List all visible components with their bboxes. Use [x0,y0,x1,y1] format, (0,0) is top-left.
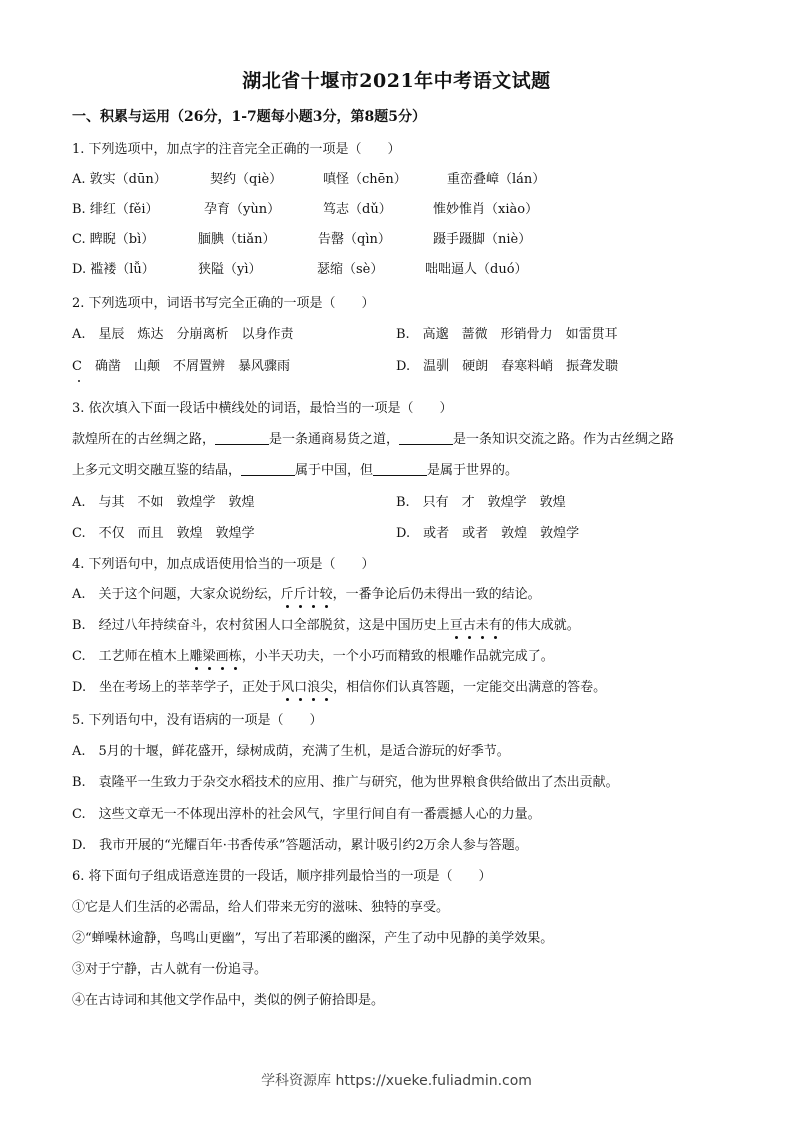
question-6-stem: 6. 将下面句子组成语意连贯的一段话，顺序排列最恰当的一项是（ ） [72,869,492,884]
fill-blank-3 [241,461,295,476]
page-title: 湖北省十堰市2021年中考语文试题 [242,70,551,92]
q4-text: B. 经过八年持续奋斗，农村贫困人口全部脱贫，这是中国历史上 [72,618,450,633]
q6-sentence-3: ③对于宁静，古人就有一份追寻。 [72,962,268,977]
q5-option-d: D. 我市开展的“光耀百年·书香传承”答题活动，累计吸引约2万余人参与答题。 [72,838,528,853]
q3-text: 属于中国，但 [295,463,374,478]
q4-text: ，一番争论后仍未得出一致的结论。 [332,587,541,602]
q4-text: A. 关于这个问题，大家众说纷纭， [72,587,281,602]
q1-option-d-1: D. 褴褛（lǚ） [72,262,155,277]
section-heading: 一、积累与运用（26分，1-7题每小题3分，第8题5分） [72,109,426,125]
question-1-stem: 1. 下列选项中，加点字的注音完全正确的一项是（ ） [72,142,401,157]
footer-source-link[interactable]: 学科资源库 https://xueke.fuliadmin.com [261,1073,532,1089]
dotted-idiom-b: 亘古未有 [450,618,502,633]
question-5-stem: 5. 下列语句中，没有语病的一项是（ ） [72,713,323,728]
q3-text: 是一条知识交流之路。作为古丝绸之路 [453,432,675,447]
q6-sentence-2: ②“蝉噪林逾静，鸟鸣山更幽”，写出了若耶溪的幽深，产生了动中见静的美学效果。 [72,931,554,946]
q2-option-b: B. 高邈 蔷微 形销骨力 如雷贯耳 [396,327,618,342]
q4-text: D. 坐在考场上的莘莘学子，正处于 [72,680,282,695]
stray-mark [78,380,80,382]
q3-option-c: C. 不仅 而且 敦煌 敦煌学 [72,526,255,541]
q4-option-a [72,585,541,605]
q5-option-a: A. 5月的十堰，鲜花盛开，绿树成荫，充满了生机，是适合游玩的好季节。 [72,744,510,759]
q4-text: 的伟大成就。 [501,618,580,633]
q1-option-a-3: 嗔怪（chēn） [323,172,407,187]
q6-sentence-1: ①它是人们生活的必需品，给人们带来无穷的滋味、独特的享受。 [72,900,450,915]
q4-text: C. 工艺师在植木上 [72,649,190,664]
question-2-stem: 2. 下列选项中，词语书写完全正确的一项是（ ） [72,296,375,311]
q4-text: ，相信你们认真答题，一定能交出满意的答卷。 [333,680,607,695]
q3-text: 上多元文明交融互鉴的结晶， [72,463,242,478]
q4-text: ，小半天功夫，一个小巧而精致的根雕作品就完成了。 [241,649,554,664]
q2-option-a: A. 星辰 炼达 分崩离析 以身作责 [72,327,294,342]
q1-option-a-4: 重峦叠嶂（lán） [447,172,546,187]
q1-option-b-4: 惟妙惟肖（xiào） [433,202,539,217]
q2-option-d: D. 温驯 硬朗 春寒料峭 振聋发聩 [396,359,619,374]
q2-option-c: C 确凿 山颠 不屑置辨 暴风骤雨 [72,359,290,374]
q1-option-c-3: 告罄（qìn） [318,232,391,247]
q3-option-b: B. 只有 才 敦煌学 敦煌 [396,495,566,510]
q1-option-c-2: 腼腆（tiǎn） [198,232,276,247]
fill-blank-1 [215,430,269,445]
q3-text: 款煌所在的古丝绸之路， [72,432,216,447]
q1-option-d-4: 咄咄逼人（duó） [425,262,528,277]
dotted-idiom-d: 风口浪尖 [281,680,333,695]
q1-option-a-1: A. 敦实（dūn） [72,172,167,187]
q1-option-c-1: C. 睥睨（bì） [72,232,155,247]
q5-option-c: C. 这些文章无一不体现出淳朴的社会风气，字里行间自有一番震撼人心的力量。 [72,807,541,822]
q4-option-d [72,678,606,698]
q3-text: 是属于世界的。 [427,463,519,478]
dotted-idiom-a: 斤斤计较 [281,587,333,602]
q3-option-d: D. 或者 或者 敦煌 敦煌学 [396,526,580,541]
q1-option-d-2: 狭隘（yì） [198,262,262,277]
q3-passage-line-2 [72,461,518,481]
q5-option-b: B. 袁隆平一生致力于杂交水稻技术的应用、推广与研究，他为世界粮食供给做出了杰出贡献。 [72,775,619,790]
question-4-stem: 4. 下列语句中，加点成语使用恰当的一项是（ ） [72,557,375,572]
fill-blank-2 [399,430,453,445]
dotted-idiom-c: 雕梁画栋 [190,649,242,664]
question-3-stem: 3. 依次填入下面一段话中横线处的词语，最恰当的一项是（ ） [72,401,453,416]
q1-option-b-1: B. 绯红（fěi） [72,202,159,217]
q1-option-a-2: 契约（qiè） [210,172,283,187]
q1-option-b-3: 笃志（dǔ） [323,202,392,217]
q3-text: 是一条通商易货之道， [269,432,400,447]
q6-sentence-4: ④在古诗词和其他文学作品中，类似的例子俯拾即是。 [72,993,385,1008]
q4-option-b [72,616,580,636]
q3-passage-line-1 [72,430,674,450]
q1-option-c-4: 蹑手蹑脚（niè） [433,232,532,247]
q1-option-d-3: 瑟缩（sè） [317,262,384,277]
q1-option-b-2: 孕育（yùn） [204,202,281,217]
q4-option-c [72,647,554,667]
fill-blank-4 [373,461,427,476]
q3-option-a: A. 与其 不如 敦煌学 敦煌 [72,495,255,510]
